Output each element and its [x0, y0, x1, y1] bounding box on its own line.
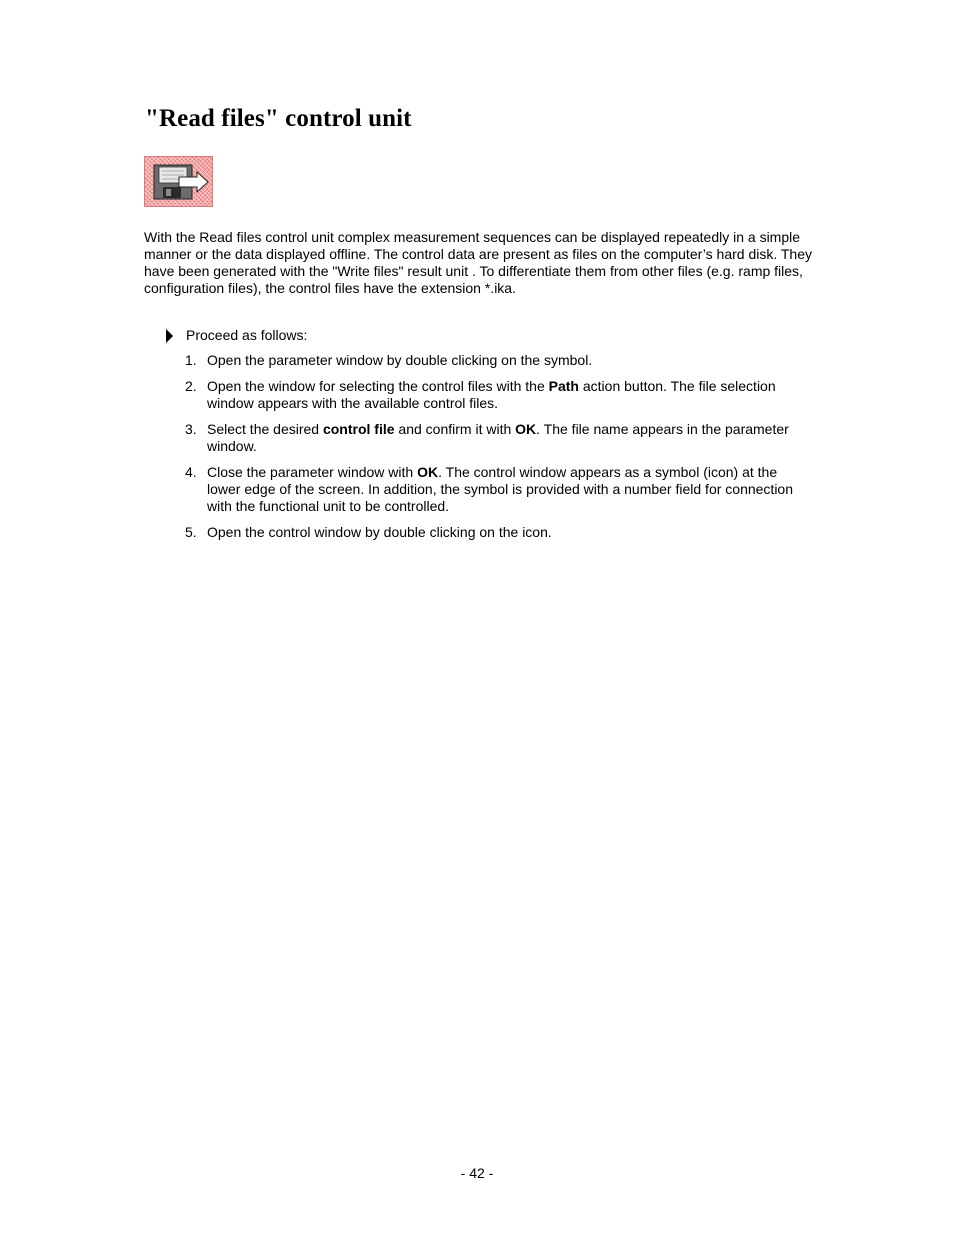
proceed-text: Proceed as follows:	[186, 327, 308, 343]
floppy-disk-arrow-icon	[145, 157, 214, 208]
read-files-icon-box	[144, 156, 213, 207]
step-number: 1.	[185, 352, 197, 368]
step-number: 3.	[185, 421, 197, 437]
list-item: 1. Open the parameter window by double clicking on the symbol.	[185, 352, 593, 368]
intro-paragraph: With the Read files control unit complex measurement sequences can be displayed repeatedly in a simple manner or the data displayed offline. The control data are present as files on the computer’s hard disk. They have been generated with the "Write files" result unit . To differentiate them from other files (e.g. ramp files, configuration files), the control files have the extension *.ika.	[144, 229, 812, 296]
page-number: - 42 -	[460, 1165, 494, 1181]
path-button-name: Path	[548, 378, 579, 394]
list-item: 5. Open the control window by double clicking on the icon.	[185, 524, 552, 540]
bullet-triangle-icon	[166, 329, 173, 343]
page-title: "Read files" control unit	[145, 105, 412, 132]
ok-term: OK	[417, 464, 439, 480]
steps-list	[185, 352, 805, 550]
control-file-term: control file	[322, 421, 395, 437]
step-number: 4.	[185, 464, 197, 480]
step-number: 5.	[185, 524, 197, 540]
list-item: 2. Open the window for selecting the control files with the Path action button. The file selection window appears with the available control files.	[185, 378, 776, 411]
step-number: 2.	[185, 378, 197, 394]
proceed-instruction	[166, 327, 307, 344]
ok-term: OK	[515, 421, 537, 437]
list-item: 3. Select the desired control file and confirm it with OK. The file name appears in the parameter window.	[185, 421, 789, 454]
list-item: 4. Close the parameter window with OK. The control window appears as a symbol (icon) at the lower edge of the screen. In addition, the symbol is provided with a number field for connection with the functional unit to be controlled.	[185, 464, 793, 514]
